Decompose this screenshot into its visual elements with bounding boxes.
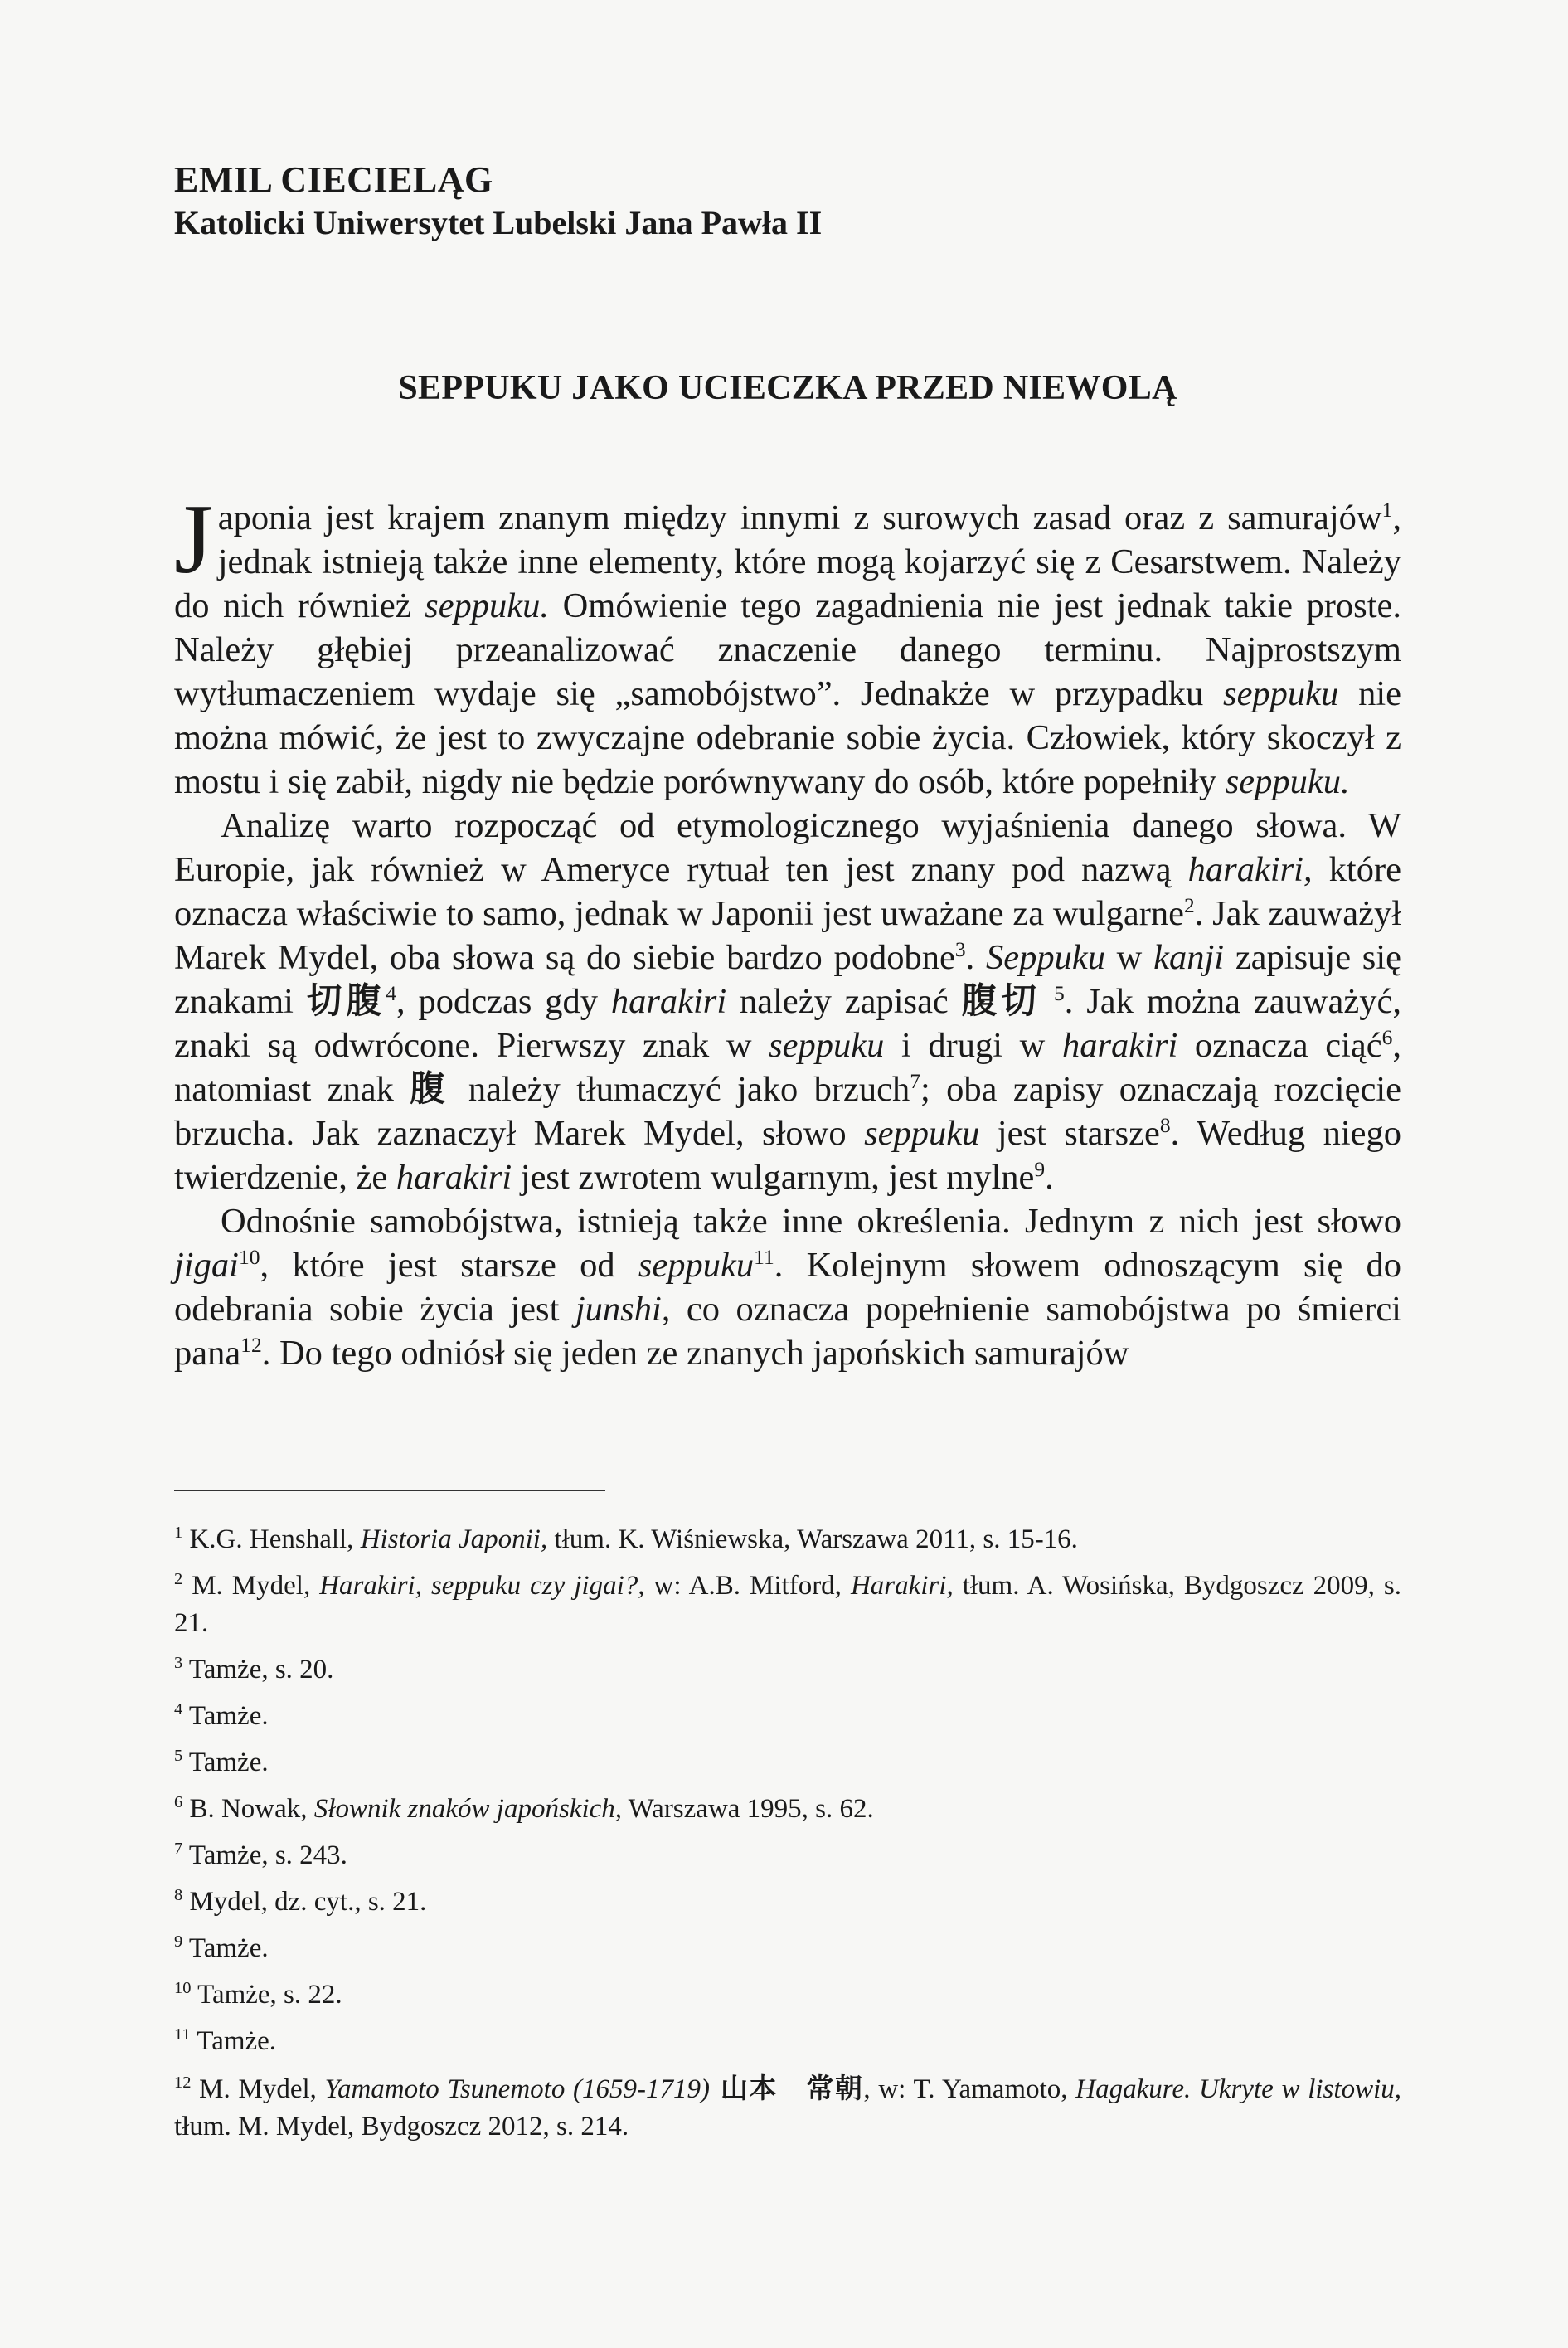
text-run: zapisuje się znakami [174,938,1401,1021]
footnote-text: Warszawa 1995, s. 62. [622,1794,874,1824]
footnote-number: 12 [174,2073,192,2092]
footnote-title: Harakiri, [850,1571,954,1601]
text-run: . Jak można zauważyć, znaki są odwrócone. Pierwszy znak w [174,982,1401,1065]
term-seppuku: seppuku [638,1246,755,1285]
footnote-title: Historia Japonii, [360,1524,548,1554]
footnote-ref-5[interactable]: 5 [1053,980,1065,1005]
footnote-number: 7 [174,1840,183,1858]
footnote-1 [174,1521,1401,1558]
text-run: . Kolejnym słowem odnoszącym się do odebrania sobie życia jest [174,1246,1401,1329]
footnote-ref-4[interactable]: 4 [386,980,397,1005]
footnote-ref-8[interactable]: 8 [1159,1112,1171,1137]
kanji-belly: 腹 [410,1069,453,1110]
term-harakiri: harakiri [396,1158,512,1197]
term-jigai: jigai [174,1246,239,1285]
text-run: co oznacza popełnienie samobójstwa po śmierci pana [174,1290,1401,1373]
footnote-6 [174,1791,1401,1828]
text-run: , jednak istnieją także inne elementy, które mogą kojarzyć się z Cesarstwem. Należy do nich również [174,498,1401,625]
paragraph-1 [174,484,1401,804]
term-seppuku: seppuku. [425,586,550,625]
text-run: . Jak zauważył Marek Mydel, oba słowa są do siebie bardzo podobne [174,894,1401,977]
footnote-text: Tamże, s. 243. [182,1840,347,1870]
text-run: , natomiast znak [174,1026,1402,1109]
footnote-number: 9 [174,1932,183,1951]
text-run: należy tłumaczyć jako brzuch [452,1070,910,1109]
text-run: . Według niego twierdzenie, że [174,1114,1401,1197]
kanji-harakiri: 腹切 [961,981,1041,1022]
footnote-7 [174,1837,1401,1874]
footnote-text: Tamże. [182,1701,269,1731]
text-run: . [1045,1158,1054,1197]
text-run: oznacza ciąć [1177,1026,1382,1065]
text-run: , które jest starsze od [260,1246,638,1285]
footnote-5 [174,1744,1401,1782]
footnote-number: 4 [174,1700,183,1718]
footnote-text: tłum. M. Mydel, Bydgoszcz 2012, s. 214. [174,2112,629,2141]
footnote-text: tłum. K. Wiśniewska, Warszawa 2011, s. 15-16. [547,1524,1078,1554]
footnote-text: Tamże. [182,1933,269,1963]
text-run: Odnośnie samobójstwa, istnieją także inne określenia. Jednym z nich jest słowo [221,1202,1401,1241]
footnote-number: 5 [174,1747,183,1765]
footnote-title: Yamamoto Tsunemoto (1659-1719) [324,2074,711,2104]
kanji-seppuku: 切腹 [306,981,386,1022]
footnote-text: B. Nowak, [182,1794,314,1824]
footnote-ref-12[interactable]: 12 [240,1332,262,1357]
text-run: w [1104,938,1154,977]
footnote-2 [174,1568,1401,1642]
footnote-text: tłum. A. Wosińska, Bydgoszcz 2009, s. 21. [174,1571,1401,1638]
footnote-3 [174,1651,1401,1689]
text-run: , podczas gdy [396,982,611,1021]
footnote-8 [174,1884,1401,1921]
footnote-ref-3[interactable]: 3 [954,936,966,961]
footnote-title: Słownik znaków japońskich, [313,1794,623,1824]
footnote-number: 6 [174,1793,183,1811]
text-run: jest zwrotem wulgarnym, jest mylne [512,1158,1035,1197]
text-run: jest starsze [979,1114,1160,1153]
page [174,158,1401,2155]
text-run: Japonia jest krajem znanym między innymi z surowych zasad oraz z samurajów [174,484,1382,594]
footnote-9 [174,1930,1401,1967]
footnote-text: Tamże. [182,1748,269,1777]
footnote-text: K.G. Henshall, [182,1524,361,1554]
kanji-yamamoto-tsunetomo: 山本 常朝 [710,2072,864,2104]
term-harakiri: harakiri [610,982,727,1021]
footnote-11 [174,2023,1401,2060]
term-junshi: junshi, [575,1290,671,1329]
article-title: SEPPUKU JAKO UCIECZKA PRZED NIEWOLĄ [398,369,1177,407]
footnote-title: Hagakure. Ukryte w listowiu, [1075,2074,1401,2104]
paragraph-2 [174,804,1401,1199]
footnote-title: Harakiri, seppuku czy jigai?, [319,1571,645,1601]
footnote-number: 2 [174,1570,183,1588]
term-harakiri: harakiri [1061,1026,1178,1065]
term-seppuku: seppuku [864,1114,980,1153]
text-run [1041,982,1054,1021]
footnote-number: 3 [174,1654,183,1672]
footnote-text: M. Mydel, [182,1571,320,1601]
footnote-12 [174,2069,1401,2146]
text-run: Omówienie tego zagadnienia nie jest jednak takie proste. Należy głębiej przeanalizować znaczenie danego terminu. Najprostszym wytłumaczeniem wydaje się „samobójstwo”. Jednakże w przypadku [174,586,1401,713]
text-run: nie można mówić, że jest to zwyczajne odebranie sobie życia. Człowiek, który skoczył z mostu i się zabił, nigdy nie będzie porównywany do osób, które popełniły [174,674,1401,801]
footnote-text: , w: T. Yamamoto, [863,2074,1076,2104]
paragraph-3 [174,1199,1401,1375]
footnote-text: Tamże. [190,2026,277,2056]
footnote-ref-2[interactable]: 2 [1184,892,1195,917]
text-run: . Do tego odniósł się jeden ze znanych japońskich samurajów [261,1334,1129,1373]
footnote-ref-10[interactable]: 10 [238,1244,260,1269]
footnote-number: 11 [174,2025,191,2044]
footnote-text: Tamże, s. 20. [182,1655,334,1684]
term-harakiri: harakiri, [1187,850,1313,889]
footnote-ref-11[interactable]: 11 [754,1244,774,1269]
footnote-number: 10 [174,1979,192,1997]
text-run: należy zapisać [726,982,962,1021]
footnote-ref-9[interactable]: 9 [1034,1156,1046,1181]
footnote-ref-6[interactable]: 6 [1381,1024,1393,1049]
footnote-number: 8 [174,1886,183,1904]
footnote-text: M. Mydel, [191,2074,325,2104]
footnote-number: 1 [174,1524,183,1542]
footnote-divider [174,1490,605,1491]
term-seppuku: seppuku [769,1026,885,1065]
footnote-ref-7[interactable]: 7 [910,1068,920,1093]
text-run: i drugi w [884,1026,1062,1065]
term-seppuku: seppuku [1223,674,1339,713]
footnote-ref-1[interactable]: 1 [1381,497,1393,522]
text-run: Analizę warto rozpocząć od etymologicznego wyjaśnienia danego słowa. W Europie, jak również w Ameryce rytuał ten jest znany pod nazwą [174,806,1401,889]
footnote-text: Mydel, dz. cyt., s. 21. [182,1887,427,1917]
footnote-text: w: A.B. Mitford, [644,1571,851,1601]
text-run: które oznacza właściwie to samo, jednak w Japonii jest uważane za wulgarne [174,850,1402,933]
author-affiliation: Katolicki Uniwersytet Lubelski Jana Pawła II [174,204,823,241]
term-seppuku: seppuku. [1225,762,1350,801]
text-run: . [965,938,986,977]
footnote-10 [174,1976,1401,2014]
footnote-4 [174,1698,1401,1735]
article-body [174,484,1402,1375]
footnotes [174,1521,1401,2146]
text-run: ; oba zapisy oznaczają rozcięcie brzucha. Jak zaznaczył Marek Mydel, słowo [174,1070,1401,1153]
author-name: EMIL CIECIELĄG [174,159,493,200]
term-kanji: kanji [1153,938,1225,977]
term-seppuku: Seppuku [985,938,1105,977]
footnote-text: Tamże, s. 22. [191,1980,342,2010]
